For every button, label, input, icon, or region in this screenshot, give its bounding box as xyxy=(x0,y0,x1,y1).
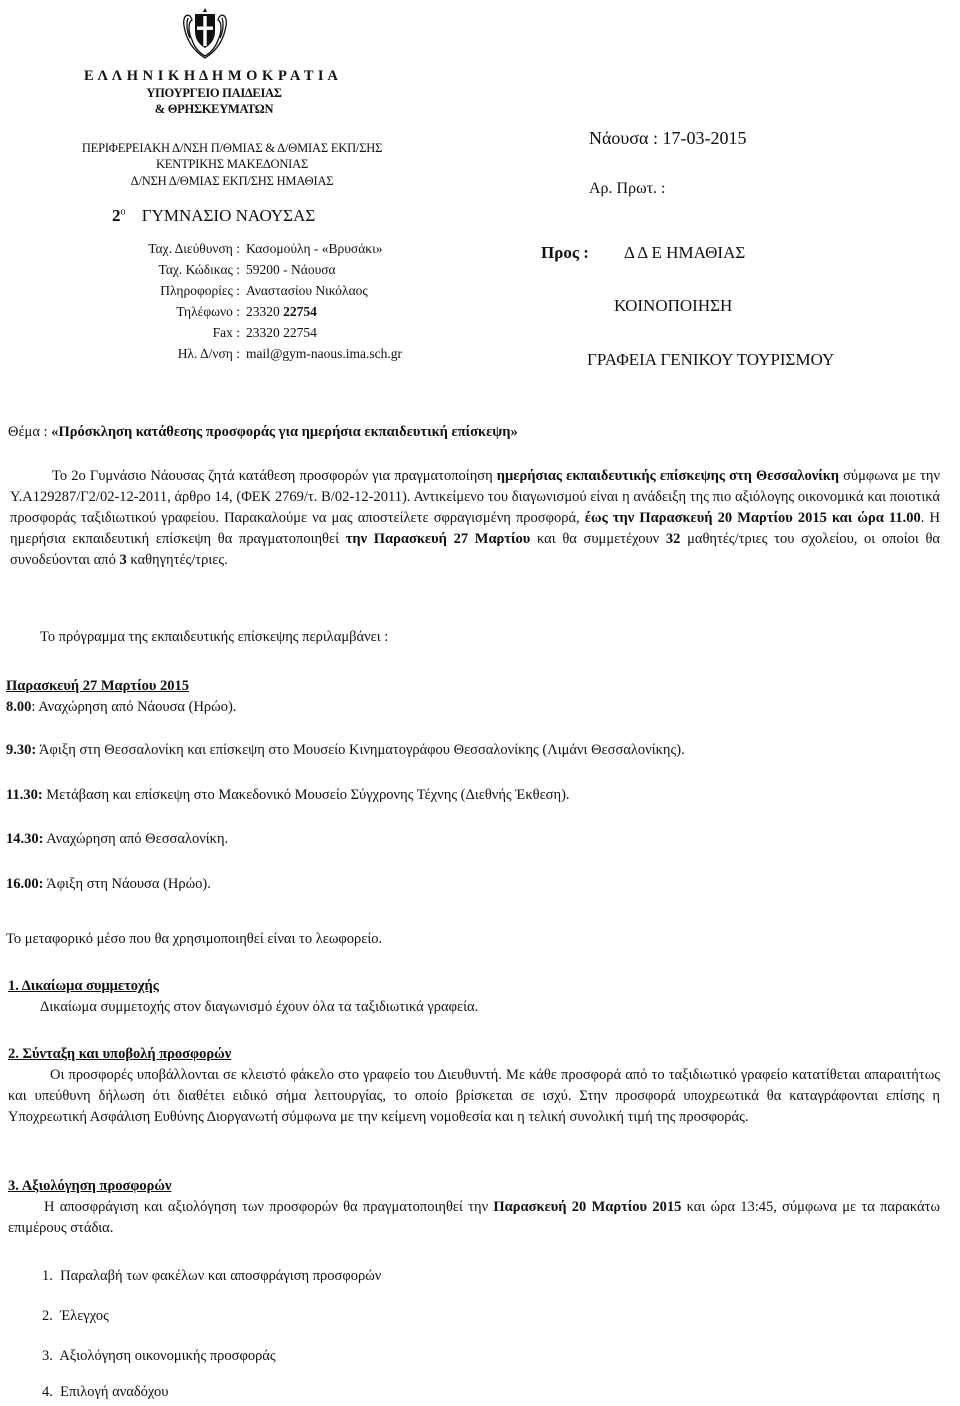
section-1-title: 1. Δικαίωμα συμμετοχής xyxy=(8,978,159,994)
program-intro: Το πρόγραμμα της εκπαιδευτικής επίσκεψης περιλαμβάνει : xyxy=(40,629,389,645)
contact-value: 23320 22754 xyxy=(246,304,317,319)
stage-item: 3. Αξιολόγηση οικονομικής προσφοράς xyxy=(42,1348,276,1364)
contact-label: Πληροφορίες : xyxy=(160,283,240,298)
schedule-item: 8.00: Αναχώρηση από Νάουσα (Ηρώο). xyxy=(6,699,237,715)
regional-directorate-line-1: ΠΕΡΙΦΕΡΕΙΑΚΗ Δ/ΝΣΗ Π/ΘΜΙΑΣ & Δ/ΘΜΙΑΣ ΕΚΠ/ΣΗΣ xyxy=(81,141,383,155)
cc-agencies: ΓΡΑΦΕΙΑ ΓΕΝΙΚΟΥ ΤΟΥΡΙΣΜΟΥ xyxy=(587,350,835,369)
contact-value: Κασομούλη - «Βρυσάκι» xyxy=(246,241,383,256)
contact-value: 59200 - Νάουσα xyxy=(246,262,336,277)
section-2-title: 2. Σύνταξη και υποβολή προσφορών xyxy=(8,1046,232,1062)
contact-email xyxy=(60,343,402,364)
recipient-value: Δ Δ Ε ΗΜΑΘΙΑΣ xyxy=(624,243,746,262)
regional-directorate-line-2: ΚΕΝΤΡΙΚΗΣ ΜΑΚΕΔΟΝΙΑΣ xyxy=(155,157,309,171)
section-3-text: Η αποσφράγιση και αξιολόγηση των προσφορών θα πραγματοποιηθεί την Παρασκευή 20 Μαρτίου 2015 και ώρα 13:45, σύμφωνα με τα παρακάτω επιμέρους στάδια. xyxy=(8,1199,940,1236)
schedule-item: 14.30: Αναχώρηση από Θεσσαλονίκη. xyxy=(6,831,229,847)
contact-value[interactable]: mail@gym-naous.ima.sch.gr xyxy=(246,346,403,361)
country-title: Ε Λ Λ Η Ν Ι Κ Η Δ Η Μ Ο Κ Ρ Α Τ Ι Α xyxy=(84,68,339,84)
subject-line xyxy=(8,424,518,441)
schedule-item: 11.30: Μετάβαση και επίσκεψη στο Μακεδονικό Μουσείο Σύγχρονης Τέχνης (Διεθνής Έκθεση). xyxy=(6,787,570,803)
section-2-text: Οι προσφορές υποβάλλονται σε κλειστό φάκελο στο γραφείο του Διευθυντή. Με κάθε προσφορά από το ταξιδιωτικό γραφείο κατατίθεται απαραιτήτως και υπεύθυνη δήλωση ότι διαθέτει ειδικό σήμα λειτουργίας, το οποίο βρίσκεται σε ισχύ. Στην προσφορά υποχρεωτικά θα καταγράφονται επίσης η Υποχρεωτική Ασφάλιση Ευθύνης Διοργανωτή σύμφωνα με την κείμενη νομοθεσία και η τελική συνολική τιμή της προσφοράς. xyxy=(8,1067,940,1125)
ministry-line-2: & ΘΡΗΣΚΕΥΜΑΤΩΝ xyxy=(154,102,274,116)
school-title: ΓΥΜΝΑΣΙΟ ΝΑΟΥΣΑΣ xyxy=(141,206,316,225)
recipient-label: Προς : xyxy=(541,243,589,262)
contact-label: Fax : xyxy=(212,325,240,340)
ministry-line-1: ΥΠΟΥΡΓΕΙΟ ΠΑΙΔΕΙΑΣ xyxy=(146,86,282,100)
protocol-number: Αρ. Πρωτ. : xyxy=(589,180,666,197)
school-number: 2 xyxy=(112,206,121,225)
contact-address xyxy=(60,238,402,259)
schedule-item: 16.00: Άφιξη στη Νάουσα (Ηρώο). xyxy=(6,876,211,892)
section-3-title: 3. Αξιολόγηση προσφορών xyxy=(8,1178,172,1194)
cc-label: ΚΟΙΝΟΠΟΙΗΣΗ xyxy=(614,296,733,315)
program-date: Παρασκευή 27 Μαρτίου 2015 xyxy=(6,678,189,694)
school-name xyxy=(112,206,315,226)
subject-text: «Πρόσκληση κατάθεσης προσφοράς για ημερήσια εκπαιδευτική επίσκεψη» xyxy=(51,424,518,440)
contact-phone xyxy=(60,301,402,322)
greek-emblem xyxy=(178,6,232,62)
invitation-paragraph: Το 2ο Γυμνάσιο Νάουσας ζητά κατάθεση προσφορών για πραγματοποίηση ημερήσιας εκπαιδευτικής επίσκεψης στη Θεσσαλονίκη σύμφωνα με την Υ.Α129287/Γ2/02-12-2011, άρθρο 14, (ΦΕΚ 2769/τ. Β/02-12-2011). Αντικείμενο του διαγωνισμού είναι η ανάδειξη της πιο αξιόλογης οικονομικά και ποιοτικά προσφοράς ταξιδιωτικού γραφείου. Παρακαλούμε να μας αποστείλετε σφραγισμένη προσφορά, έως την Παρασκευή 20 Μαρτίου 2015 και ώρα 11.00. Η ημερήσια εκπαιδευτική επίσκεψη θα πραγματοποιηθεί την Παρασκευή 27 Μαρτίου και θα συμμετέχουν 32 μαθητές/τριες του σχολείου, οι οποίοι θα συνοδεύονται από 3 καθηγητές/τριες. xyxy=(10,468,941,568)
contact-label: Ηλ. Δ/νση : xyxy=(177,346,240,361)
stage-item: 1. Παραλαβή των φακέλων και αποσφράγιση προσφορών xyxy=(42,1268,382,1284)
contact-postcode xyxy=(60,259,402,280)
place-date: Νάουσα : 17-03-2015 xyxy=(589,128,747,148)
contact-label: Τηλέφωνο : xyxy=(176,304,240,319)
directorate: Δ/ΝΣΗ Δ/ΘΜΙΑΣ ΕΚΠ/ΣΗΣ ΗΜΑΘΙΑΣ xyxy=(130,174,334,188)
schedule-item: 9.30: Άφιξη στη Θεσσαλονίκη και επίσκεψη στο Μουσείο Κινηματογράφου Θεσσαλονίκης (Λιμάνι Θεσσαλονίκης). xyxy=(6,742,685,758)
contact-label: Ταχ. Διεύθυνση : xyxy=(148,241,240,256)
contact-block xyxy=(60,238,402,364)
contact-fax xyxy=(60,322,402,343)
contact-label: Ταχ. Κώδικας : xyxy=(158,262,240,277)
section-1-text: Δικαίωμα συμμετοχής στον διαγωνισμό έχουν όλα τα ταξιδιωτικά γραφεία. xyxy=(40,999,479,1015)
stage-item: 2. Έλεγχος xyxy=(42,1308,109,1324)
stage-item: 4. Επιλογή αναδόχου xyxy=(42,1384,169,1400)
contact-info xyxy=(60,280,402,301)
school-number-sup: ο xyxy=(120,206,126,218)
transport-note: Το μεταφορικό μέσο που θα χρησιμοποιηθεί είναι το λεωφορείο. xyxy=(6,931,383,947)
contact-value: 23320 22754 xyxy=(246,325,317,340)
subject-label: Θέμα : xyxy=(8,424,52,440)
contact-value: Αναστασίου Νικόλαος xyxy=(246,283,368,298)
